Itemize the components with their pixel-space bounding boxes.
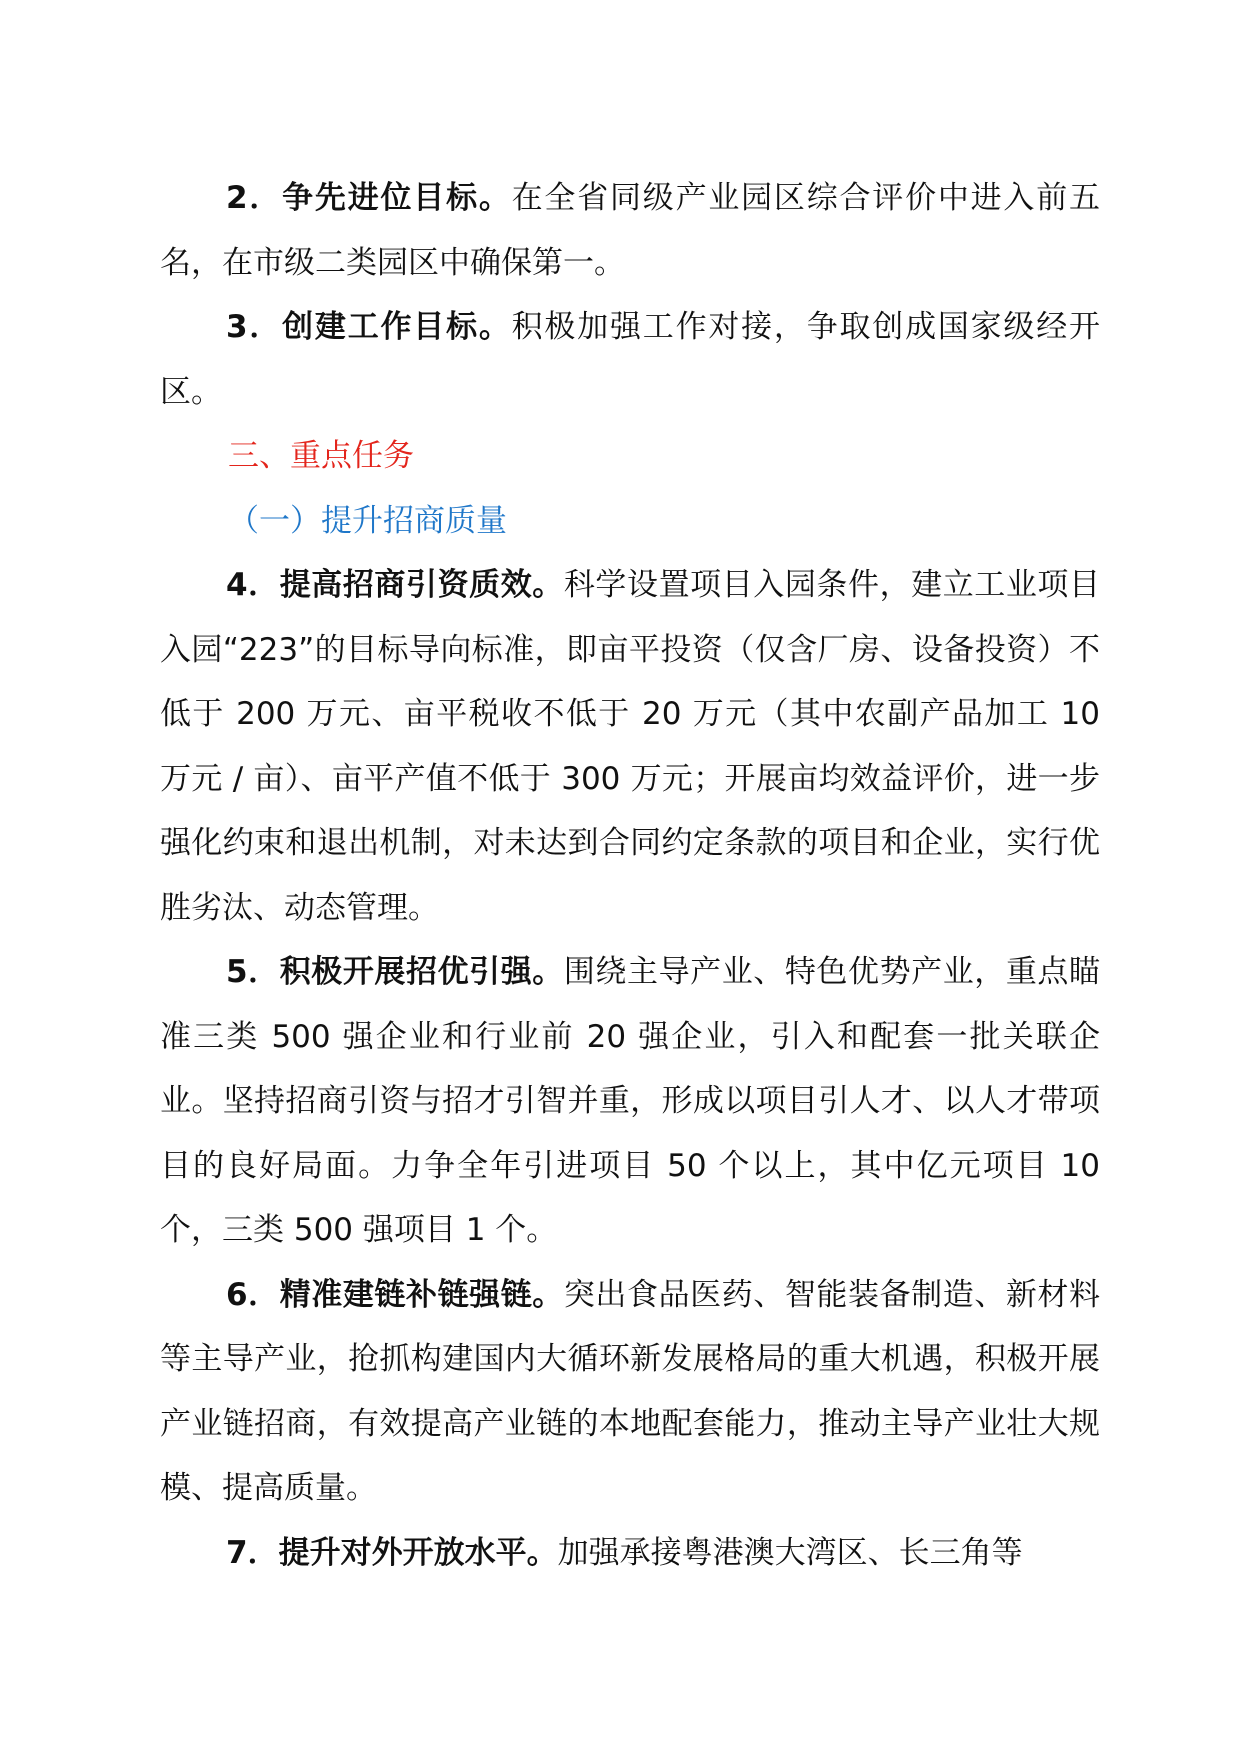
paragraph-2-body: 在全省同级产业园区综合评价中进入前五名，在市级二类园区中确保第一。 [160, 180, 1100, 281]
paragraph-4-body: 科学设置项目入园条件，建立工业项目入园“223”的目标导向标准，即亩平投资（仅含厂房、设备投资）不低于 200 万元、亩平税收不低于 20 万元（其中农副产品加工 10 万元 / 亩）、亩平产值不低于 300 万元；开展亩均效益评价，进一步强化约束和退出机制，对未达到合同约定条款的项目和企业，实行优胜劣汰、动态管理。 [160, 567, 1100, 926]
document-page [160, 166, 1100, 1585]
paragraph-7-lead: 7．提升对外开放水平。 [226, 1534, 558, 1571]
section-heading: 三、重点任务 [228, 438, 414, 474]
subsection-heading: （一）提升招商质量 [228, 502, 507, 539]
paragraph-4-lead: 4．提高招商引资质效。 [226, 567, 564, 603]
paragraph-3-lead: 3．创建工作目标。 [226, 309, 512, 345]
paragraph-7 [160, 1521, 1100, 1586]
paragraph-4 [160, 553, 1100, 940]
paragraph-5-lead: 5．积极开展招优引强。 [226, 954, 564, 990]
paragraph-5-body: 围绕主导产业、特色优势产业，重点瞄准三类 500 强企业和行业前 20 强企业，引入和配套一批关联企业。坚持招商引资与招才引智并重，形成以项目引人才、以人才带项目的良好局面。力争全年引进项目 50 个以上，其中亿元项目 10 个，三类 500 强项目 1 个。 [160, 954, 1100, 1248]
paragraph-6-body: 突出食品医药、智能装备制造、新材料等主导产业，抢抓构建国内大循环新发展格局的重大机遇，积极开展产业链招商，有效提高产业链的本地配套能力，推动主导产业壮大规模、提高质量。 [160, 1276, 1100, 1506]
paragraph-6-lead: 6．精准建链补链强链。 [226, 1276, 564, 1313]
paragraph-2 [160, 166, 1100, 295]
paragraph-3-body: 积极加强工作对接，争取创成国家级经开区。 [160, 309, 1100, 410]
paragraph-6 [160, 1263, 1100, 1521]
paragraph-2-lead: 2．争先进位目标。 [226, 180, 512, 216]
paragraph-3 [160, 295, 1100, 424]
paragraph-5 [160, 940, 1100, 1263]
paragraph-7-body: 加强承接粤港澳大湾区、长三角等 [557, 1534, 1023, 1571]
